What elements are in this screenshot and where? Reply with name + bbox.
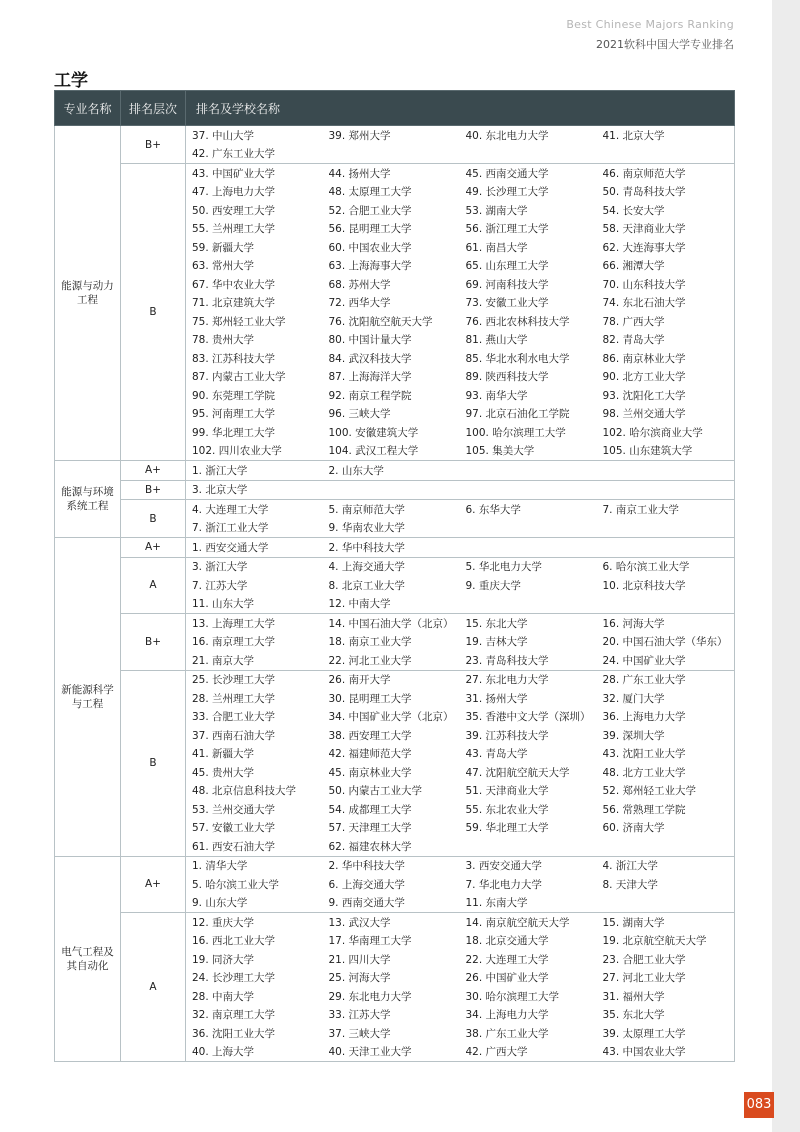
rank-entry: 13. 武汉大学 <box>323 913 460 932</box>
rank-entry: 102. 四川农业大学 <box>186 442 323 461</box>
rank-entry: 6. 哈尔滨工业大学 <box>597 557 735 576</box>
rank-entry: 4. 浙江大学 <box>597 856 735 875</box>
rank-entry: 34. 中国矿业大学（北京） <box>328 711 454 724</box>
table-row <box>55 856 735 875</box>
rank-entry: 20. 中国石油大学（华东） <box>597 633 735 652</box>
rank-entry: 69. 河南科技大学 <box>465 278 549 291</box>
table-row <box>55 500 735 519</box>
rank-entry: 44. 扬州大学 <box>323 164 460 183</box>
rank-entry: 29. 东北电力大学 <box>328 990 412 1003</box>
rank-entry: 12. 中南大学 <box>323 595 460 614</box>
tier-label: B+ <box>121 126 186 164</box>
brand-chinese: 2021软科中国大学专业排名 <box>596 38 734 51</box>
rank-entry: 19. 同济大学 <box>192 953 255 966</box>
rank-entry: 36. 沈阳工业大学 <box>192 1027 276 1040</box>
rank-entry: 19. 北京航空航天大学 <box>597 932 735 951</box>
rank-entry: 99. 华北理工大学 <box>192 426 276 439</box>
right-margin-bar <box>772 0 800 1132</box>
rank-entry: 63. 常州大学 <box>192 260 255 273</box>
rank-entry: 42. 广西大学 <box>460 1043 597 1062</box>
rank-entry: 80. 中国计量大学 <box>328 334 412 347</box>
rank-entry: 1. 浙江大学 <box>186 461 323 481</box>
rank-entry: 98. 兰州交通大学 <box>597 405 735 424</box>
rank-entry: 104. 武汉工程大学 <box>323 442 460 461</box>
rank-entry: 13. 上海理工大学 <box>186 614 323 633</box>
section-title: 工学 <box>54 71 88 91</box>
rank-entry: 22. 河北工业大学 <box>323 651 460 670</box>
rank-entry: 74. 东北石油大学 <box>597 294 735 313</box>
rank-entry: 50. 内蒙古工业大学 <box>328 785 423 798</box>
rank-entry <box>597 519 735 538</box>
rank-entry: 48. 太原理工大学 <box>328 186 412 199</box>
rank-entry: 43. 中国农业大学 <box>597 1043 735 1062</box>
rank-entry: 100. 哈尔滨理工大学 <box>465 426 566 439</box>
table-row <box>55 126 735 145</box>
rank-entry: 7. 江苏大学 <box>192 579 248 592</box>
brand-english: Best Chinese Majors Ranking <box>566 18 734 31</box>
rank-entry: 48. 北京信息科技大学 <box>192 785 297 798</box>
rank-entry: 31. 扬州大学 <box>465 692 528 705</box>
rank-entry <box>597 595 735 614</box>
rank-entry <box>460 145 597 164</box>
rank-entry: 37. 中山大学 <box>186 126 323 145</box>
rank-entry: 40. 东北电力大学 <box>460 126 597 145</box>
column-header-tier: 排名层次 <box>121 91 186 126</box>
major-name: 电气工程及其自动化 <box>55 856 121 1062</box>
rank-entry: 3. 西安交通大学 <box>460 856 597 875</box>
tier-label: A+ <box>121 461 186 481</box>
rank-entry: 15. 湖南大学 <box>597 913 735 932</box>
rank-entry: 24. 长沙理工大学 <box>192 972 276 985</box>
rank-entry: 90. 东莞理工学院 <box>192 389 276 402</box>
rank-entry: 36. 上海电力大学 <box>597 708 735 727</box>
rank-entry: 86. 南京林业大学 <box>597 349 735 368</box>
rank-entry: 23. 青岛科技大学 <box>460 651 597 670</box>
rank-entry: 56. 昆明理工大学 <box>328 223 412 236</box>
rank-entry: 46. 南京师范大学 <box>597 164 735 183</box>
rank-entry: 85. 华北水利水电大学 <box>465 352 570 365</box>
rank-entry: 26. 中国矿业大学 <box>465 972 549 985</box>
rank-entry: 68. 苏州大学 <box>328 278 391 291</box>
rank-entry <box>460 837 597 856</box>
rank-entry: 22. 大连理工大学 <box>465 953 549 966</box>
rank-entry: 87. 内蒙古工业大学 <box>192 371 286 384</box>
rank-entry: 63. 上海海事大学 <box>328 260 412 273</box>
rank-entry: 45. 贵州大学 <box>192 766 255 779</box>
column-header-schools: 排名及学校名称 <box>186 91 735 126</box>
rank-entry: 96. 三峡大学 <box>328 408 391 421</box>
rank-entry <box>323 480 460 500</box>
rank-entry: 67. 华中农业大学 <box>192 278 276 291</box>
rank-entry: 3. 浙江大学 <box>186 557 323 576</box>
rank-entry: 76. 西北农林科技大学 <box>465 315 570 328</box>
rank-entry: 93. 沈阳化工大学 <box>597 386 735 405</box>
rank-entry: 19. 吉林大学 <box>465 636 528 649</box>
tier-label: A <box>121 913 186 1062</box>
page-number: 083 <box>744 1092 774 1118</box>
column-header-major: 专业名称 <box>55 91 121 126</box>
major-name: 能源与动力工程 <box>55 126 121 461</box>
rank-entry: 1. 西安交通大学 <box>186 538 323 558</box>
rank-entry: 30. 昆明理工大学 <box>328 692 412 705</box>
rank-entry: 12. 重庆大学 <box>186 913 323 932</box>
rank-entry: 95. 河南理工大学 <box>192 408 276 421</box>
rank-entry: 89. 陕西科技大学 <box>465 371 549 384</box>
ranking-table <box>54 90 735 1062</box>
rank-entry: 25. 河海大学 <box>328 972 391 985</box>
rank-entry: 81. 燕山大学 <box>465 334 528 347</box>
rank-entry: 6. 上海交通大学 <box>328 878 405 891</box>
rank-entry: 32. 南京理工大学 <box>192 1009 276 1022</box>
tier-label: B+ <box>121 480 186 500</box>
rank-entry: 24. 中国矿业大学 <box>597 651 735 670</box>
rank-entry: 84. 武汉科技大学 <box>328 352 412 365</box>
rank-entry: 10. 北京科技大学 <box>597 576 735 595</box>
rank-entry: 9. 重庆大学 <box>465 579 521 592</box>
rank-entry: 45. 南京林业大学 <box>328 766 412 779</box>
table-row <box>55 538 735 558</box>
rank-entry: 71. 北京建筑大学 <box>192 297 276 310</box>
rank-entry: 27. 河北工业大学 <box>597 969 735 988</box>
rank-entry: 25. 长沙理工大学 <box>186 670 323 689</box>
rank-entry: 47. 上海电力大学 <box>192 186 276 199</box>
rank-entry: 53. 兰州交通大学 <box>192 803 276 816</box>
rank-entry: 65. 山东理工大学 <box>465 260 549 273</box>
rank-entry: 7. 浙江工业大学 <box>186 519 323 538</box>
rank-entry: 30. 哈尔滨理工大学 <box>465 990 560 1003</box>
rank-entry: 43. 青岛大学 <box>465 748 528 761</box>
table-row <box>55 461 735 481</box>
rank-entry <box>597 837 735 856</box>
tier-label: A+ <box>121 538 186 558</box>
rank-entry: 73. 安徽工业大学 <box>465 297 549 310</box>
rank-entry: 33. 合肥工业大学 <box>192 711 276 724</box>
rank-entry: 59. 新疆大学 <box>192 241 255 254</box>
rank-entry: 5. 南京师范大学 <box>323 500 460 519</box>
table-row <box>55 670 735 689</box>
rank-entry: 57. 安徽工业大学 <box>192 822 276 835</box>
rank-entry: 32. 厦门大学 <box>597 689 735 708</box>
rank-entry: 37. 西南石油大学 <box>192 729 276 742</box>
rank-entry <box>597 480 735 500</box>
rank-entry: 5. 哈尔滨工业大学 <box>192 878 279 891</box>
rank-entry: 62. 福建农林大学 <box>323 837 460 856</box>
rank-entry: 52. 合肥工业大学 <box>328 204 412 217</box>
rank-entry: 47. 沈阳航空航天大学 <box>465 766 570 779</box>
rank-entry: 45. 西南交通大学 <box>460 164 597 183</box>
rank-entry <box>597 461 735 481</box>
rank-entry: 51. 天津商业大学 <box>465 785 549 798</box>
rank-entry: 54. 长安大学 <box>597 201 735 220</box>
rank-entry: 2. 华中科技大学 <box>323 856 460 875</box>
rank-entry: 4. 大连理工大学 <box>186 500 323 519</box>
rank-entry: 56. 常熟理工学院 <box>597 800 735 819</box>
rank-entry: 14. 南京航空航天大学 <box>460 913 597 932</box>
rank-entry: 38. 广东工业大学 <box>465 1027 549 1040</box>
rank-entry: 61. 西安石油大学 <box>186 837 323 856</box>
rank-entry: 60. 济南大学 <box>597 819 735 838</box>
table-row <box>55 164 735 183</box>
rank-entry: 40. 天津工业大学 <box>323 1043 460 1062</box>
rank-entry: 23. 合肥工业大学 <box>597 950 735 969</box>
rank-entry: 72. 西华大学 <box>328 297 391 310</box>
rank-entry: 9. 西南交通大学 <box>323 894 460 913</box>
table-row <box>55 913 735 932</box>
tier-label: A+ <box>121 856 186 913</box>
rank-entry: 54. 成都理工大学 <box>328 803 412 816</box>
rank-entry: 38. 西安理工大学 <box>328 729 412 742</box>
rank-entry: 28. 中南大学 <box>192 990 255 1003</box>
rank-entry: 50. 西安理工大学 <box>192 204 276 217</box>
rank-entry: 34. 上海电力大学 <box>465 1009 549 1022</box>
rank-entry: 61. 南昌大学 <box>465 241 528 254</box>
rank-entry: 8. 天津大学 <box>597 875 735 894</box>
rank-entry: 53. 湖南大学 <box>465 204 528 217</box>
rank-entry: 18. 北京交通大学 <box>465 935 549 948</box>
rank-entry: 9. 山东大学 <box>186 894 323 913</box>
table-row <box>55 614 735 633</box>
rank-entry: 21. 南京大学 <box>186 651 323 670</box>
rank-entry: 28. 兰州理工大学 <box>192 692 276 705</box>
rank-entry: 17. 华南理工大学 <box>328 935 412 948</box>
rank-entry: 39. 太原理工大学 <box>597 1024 735 1043</box>
rank-entry: 6. 东华大学 <box>460 500 597 519</box>
rank-entry: 41. 新疆大学 <box>192 748 255 761</box>
tier-label: B <box>121 670 186 856</box>
rank-entry: 57. 天津理工大学 <box>328 822 412 835</box>
rank-entry: 90. 北方工业大学 <box>597 368 735 387</box>
rank-entry: 41. 北京大学 <box>597 126 735 145</box>
rank-entry: 7. 华北电力大学 <box>465 878 542 891</box>
major-name: 能源与环境系统工程 <box>55 461 121 538</box>
rank-entry: 2. 华中科技大学 <box>323 538 460 558</box>
rank-entry: 93. 南华大学 <box>465 389 528 402</box>
rank-entry: 3. 北京大学 <box>186 480 323 500</box>
rank-entry: 15. 东北大学 <box>460 614 597 633</box>
rank-entry: 27. 东北电力大学 <box>460 670 597 689</box>
rank-entry: 92. 南京工程学院 <box>328 389 412 402</box>
rank-entry <box>460 461 597 481</box>
rank-entry: 35. 东北大学 <box>597 1006 735 1025</box>
rank-entry: 35. 香港中文大学（深圳） <box>465 711 591 724</box>
rank-entry: 55. 兰州理工大学 <box>192 223 276 236</box>
rank-entry: 21. 四川大学 <box>328 953 391 966</box>
rank-entry: 50. 青岛科技大学 <box>597 183 735 202</box>
rank-entry <box>460 538 597 558</box>
rank-entry: 60. 中国农业大学 <box>328 241 412 254</box>
rank-entry: 18. 南京工业大学 <box>328 636 412 649</box>
rank-entry: 37. 三峡大学 <box>328 1027 391 1040</box>
rank-entry: 66. 湘潭大学 <box>597 257 735 276</box>
rank-entry: 87. 上海海洋大学 <box>328 371 412 384</box>
rank-entry: 4. 上海交通大学 <box>323 557 460 576</box>
rank-entry: 5. 华北电力大学 <box>460 557 597 576</box>
rank-entry: 62. 大连海事大学 <box>597 238 735 257</box>
rank-entry: 2. 山东大学 <box>323 461 460 481</box>
rank-entry <box>323 145 460 164</box>
rank-entry: 39. 江苏科技大学 <box>465 729 549 742</box>
rank-entry: 82. 青岛大学 <box>597 331 735 350</box>
rank-entry: 11. 东南大学 <box>460 894 597 913</box>
rank-entry: 78. 广西大学 <box>597 312 735 331</box>
rank-entry: 16. 西北工业大学 <box>192 935 276 948</box>
tier-label: A <box>121 557 186 614</box>
rank-entry: 102. 哈尔滨商业大学 <box>597 423 735 442</box>
rank-entry: 39. 深圳大学 <box>597 726 735 745</box>
major-name: 新能源科学与工程 <box>55 538 121 857</box>
rank-entry: 78. 贵州大学 <box>192 334 255 347</box>
rank-entry <box>597 145 735 164</box>
rank-entry: 16. 河海大学 <box>597 614 735 633</box>
rank-entry <box>597 538 735 558</box>
rank-entry: 97. 北京石油化工学院 <box>465 408 570 421</box>
rank-entry: 33. 江苏大学 <box>328 1009 391 1022</box>
rank-entry: 43. 中国矿业大学 <box>186 164 323 183</box>
rank-entry: 31. 福州大学 <box>597 987 735 1006</box>
rank-entry: 75. 郑州轻工业大学 <box>192 315 286 328</box>
tier-label: B+ <box>121 614 186 671</box>
rank-entry: 55. 东北农业大学 <box>465 803 549 816</box>
rank-entry: 28. 广东工业大学 <box>597 670 735 689</box>
rank-entry: 9. 华南农业大学 <box>323 519 460 538</box>
rank-entry <box>460 480 597 500</box>
rank-entry: 14. 中国石油大学（北京） <box>323 614 460 633</box>
table-row <box>55 480 735 500</box>
rank-entry: 26. 南开大学 <box>323 670 460 689</box>
rank-entry: 100. 安徽建筑大学 <box>328 426 419 439</box>
rank-entry: 52. 郑州轻工业大学 <box>597 782 735 801</box>
rank-entry: 58. 天津商业大学 <box>597 220 735 239</box>
rank-entry: 40. 上海大学 <box>186 1043 323 1062</box>
rank-entry: 7. 南京工业大学 <box>597 500 735 519</box>
rank-entry: 16. 南京理工大学 <box>192 636 276 649</box>
rank-entry: 1. 清华大学 <box>186 856 323 875</box>
rank-entry <box>597 894 735 913</box>
rank-entry: 42. 广东工业大学 <box>186 145 323 164</box>
rank-entry: 8. 北京工业大学 <box>328 579 405 592</box>
rank-entry: 105. 集美大学 <box>460 442 597 461</box>
rank-entry: 43. 沈阳工业大学 <box>597 745 735 764</box>
rank-entry: 59. 华北理工大学 <box>465 822 549 835</box>
tier-label: B <box>121 164 186 461</box>
rank-entry: 56. 浙江理工大学 <box>465 223 549 236</box>
rank-entry: 76. 沈阳航空航天大学 <box>328 315 433 328</box>
rank-entry <box>460 595 597 614</box>
rank-entry: 70. 山东科技大学 <box>597 275 735 294</box>
rank-entry: 105. 山东建筑大学 <box>597 442 735 461</box>
table-row <box>55 557 735 576</box>
tier-label: B <box>121 500 186 538</box>
rank-entry: 11. 山东大学 <box>186 595 323 614</box>
rank-entry: 48. 北方工业大学 <box>597 763 735 782</box>
rank-entry: 83. 江苏科技大学 <box>192 352 276 365</box>
rank-entry: 39. 郑州大学 <box>323 126 460 145</box>
rank-entry: 49. 长沙理工大学 <box>465 186 549 199</box>
table-header-row <box>55 91 735 126</box>
rank-entry: 42. 福建师范大学 <box>328 748 412 761</box>
rank-entry <box>460 519 597 538</box>
